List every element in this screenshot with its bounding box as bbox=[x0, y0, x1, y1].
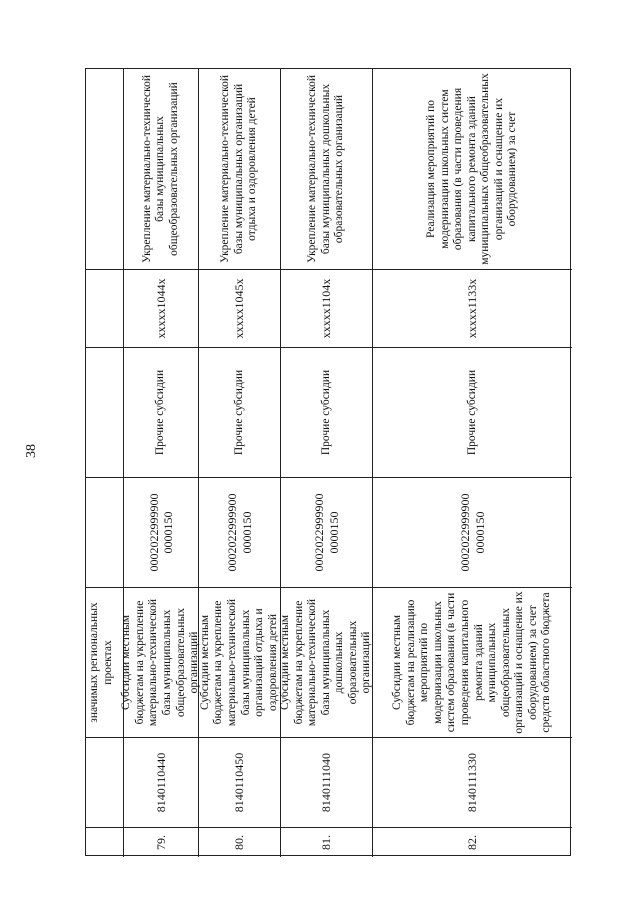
code-cell: 8140111330 bbox=[373, 737, 572, 827]
purpose-cell bbox=[86, 69, 124, 269]
type-cell: Прочие субсидии bbox=[281, 347, 373, 477]
subsidy-table bbox=[85, 68, 571, 856]
name-cell: Субсидии местным бюджетам на укрепление материально-технической базы муниципальных общеобразовательных организаций bbox=[124, 587, 199, 737]
name-cell: Субсидии местным бюджетам на реализацию мероприятий по модернизации школьных систем образования (в части проведения капитального ремонта зданий муниципальных общеобразовательных организаций и оснащение их оборудованием) за счет средств областного бюджета bbox=[373, 587, 572, 737]
row-num-cell bbox=[86, 827, 124, 857]
row-num-cell: 80. bbox=[199, 827, 281, 857]
name-continuation-cell: значимых региональных проектах bbox=[86, 587, 124, 737]
row-num-cell: 81. bbox=[281, 827, 373, 857]
type-cell: Прочие субсидии bbox=[124, 347, 199, 477]
ext-code-cell: xxxxx1044x bbox=[124, 269, 199, 347]
kbk-cell: 0002022999900 0000150 bbox=[124, 477, 199, 587]
page-number: 38 bbox=[24, 444, 39, 458]
type-cell bbox=[86, 347, 124, 477]
code-cell: 8140111040 bbox=[281, 737, 373, 827]
purpose-cell: Укрепление материально-технической базы муниципальных общеобразовательных организаций bbox=[124, 69, 199, 269]
code-cell: 8140110440 bbox=[124, 737, 199, 827]
code-cell: 8140110450 bbox=[199, 737, 281, 827]
row-num-cell: 79. bbox=[124, 827, 199, 857]
ext-code-cell: xxxxx1133x bbox=[373, 269, 572, 347]
type-cell: Прочие субсидии bbox=[373, 347, 572, 477]
kbk-cell bbox=[86, 477, 124, 587]
kbk-cell: 0002022999900 0000150 bbox=[373, 477, 572, 587]
row-num-cell: 82. bbox=[373, 827, 572, 857]
kbk-cell: 0002022999900 0000150 bbox=[199, 477, 281, 587]
code-cell bbox=[86, 737, 124, 827]
ext-code-cell: xxxxx1045x bbox=[199, 269, 281, 347]
purpose-cell: Реализация мероприятий по модернизации школьных систем образования (в части проведения капитального ремонта зданий муниципальных общеобразовательных организаций и оснащение их оборудованием) за счет bbox=[425, 73, 519, 265]
name-cell: Субсидии местным бюджетам на укрепление материально-технической базы муниципальных дошкольных образовательных организаций bbox=[281, 587, 373, 737]
type-cell: Прочие субсидии bbox=[199, 347, 281, 477]
ext-code-cell bbox=[86, 269, 124, 347]
purpose-cell: Укрепление материально-технической базы муниципальных дошкольных образовательных организаций bbox=[281, 69, 373, 269]
purpose-cell: Укрепление материально-технической базы муниципальных организаций отдыха и оздоровления детей bbox=[199, 69, 281, 269]
name-cell: Субсидии местным бюджетам на укрепление материально-технической базы муниципальных организаций отдыха и оздоровления детей bbox=[199, 587, 281, 737]
kbk-cell: 0002022999900 0000150 bbox=[281, 477, 373, 587]
ext-code-cell: xxxxx1104x bbox=[281, 269, 373, 347]
